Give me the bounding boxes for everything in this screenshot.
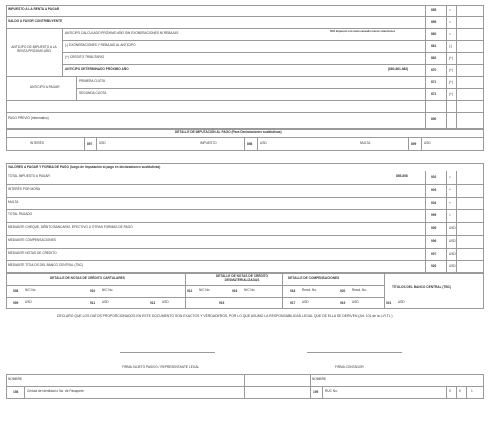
row3-code: 860: [431, 32, 437, 36]
notas-col3-title: DETALLE DE COMPENSACIONES: [288, 276, 340, 280]
row7-sign: (+): [449, 80, 453, 84]
row4-sign: (-): [449, 44, 453, 48]
notas-r1-label: N/C No.: [25, 288, 37, 292]
valores-row-label: INTERÉS POR MORA: [8, 186, 41, 191]
anticipo-group-label: ANTICIPO DE IMPUESTO A LA RENTA PRÓXIMO AÑO: [11, 45, 57, 53]
multa-unit: USD: [424, 141, 431, 145]
valores-section: [6, 163, 484, 273]
impuesto-unit: USD: [260, 141, 267, 145]
row6-label: ANTICIPO DETERMINADO PRÓXIMO AÑO: [65, 67, 129, 71]
notas-r2-label: USD: [352, 300, 359, 304]
valores-row-label: TOTAL PAGADO: [8, 212, 33, 217]
impuesto-label: IMPUESTO: [200, 141, 217, 145]
valores-row-label: MEDIANTE CHEQUE, DÉBITO BANCARIO, EFECTIVO U OTRAS FORMAS DE PAGO: [8, 225, 133, 229]
multa-label: MULTA: [360, 141, 371, 145]
valores-row-code: 906: [431, 238, 437, 243]
row5-label: (+) CREDITO TRIBUTARIO: [65, 55, 105, 59]
valores-row-code: 999: [431, 213, 437, 218]
notas-r1-label: N/C No.: [244, 288, 256, 292]
imputacion-title: DETALLE DE IMPUTACIÓN AL PAGO (Para Declaraciones sustitutivas): [175, 130, 282, 134]
foot1-code: 198: [13, 390, 19, 394]
valores-row-label: MEDIANTE NOTAS DE CRÉDITO: [8, 250, 57, 255]
row1-sign: =: [449, 8, 451, 12]
row6-sign: (+): [449, 68, 453, 72]
valores-row-sign: USD: [449, 251, 456, 256]
valores-row-label: MEDIANTE COMPENSACIONES: [8, 237, 56, 242]
valores-row-sign: USD: [449, 264, 456, 269]
notas-col1-title: DETALLE DE NOTAS DE CRÉDITO CARTULARES: [50, 276, 125, 280]
valores-row-code: 907: [431, 251, 437, 256]
pago-previo-label: PAGO PREVIO (Informativo): [8, 116, 49, 120]
notas-r2-code: 917: [290, 301, 296, 305]
nombre1-label: NOMBRE: [8, 377, 22, 381]
interes-label: INTERÉS: [30, 141, 44, 145]
row4-code: 861: [431, 44, 437, 48]
row3-sign: =: [449, 32, 451, 36]
row5-code: 862: [431, 56, 437, 60]
firma-sujeto: FIRMA SUJETO PASIVO / REPRESENTANTE LEGAL: [122, 365, 200, 369]
valores-row-code: 926: [431, 264, 437, 269]
valores-row-sign: =: [449, 175, 451, 179]
impuesto-code: 898: [247, 142, 253, 146]
valores-row-formula: 855-898: [396, 174, 408, 178]
valores-row-label: MEDIANTE TÍTULOS DEL BANCO CENTRAL (TBC): [8, 263, 83, 268]
multa-code: 899: [411, 142, 417, 146]
valores-row-code: 903: [431, 187, 437, 192]
notas-r2-code: 919: [340, 301, 346, 305]
row8-code: 872: [431, 92, 437, 96]
notas-r2-label: USD: [302, 300, 309, 304]
foot2-suffix1: 0: [449, 389, 451, 393]
valores-row-sign: USD: [449, 226, 456, 230]
nombre2-label: NOMBRE: [312, 377, 326, 381]
row2-code: 859: [431, 20, 437, 24]
row1-code: 855: [431, 8, 437, 12]
row5-sign: (+): [449, 56, 453, 60]
interes-unit: USD: [99, 141, 106, 145]
valores-row-sign: +: [449, 200, 451, 205]
valores-row-sign: =: [449, 213, 451, 218]
valores-row-sign: USD: [449, 238, 456, 243]
foot2-suffix3: 1: [471, 389, 473, 393]
row4-label: (-) EXONERACIONES Y REBAJAS AL ANTICIPO: [65, 43, 136, 47]
row2-label: SALDO A FAVOR CONTRIBUYENTE: [8, 19, 63, 23]
foot2-code: 199: [313, 390, 319, 394]
firma-contador: FIRMA CONTADOR: [335, 365, 364, 369]
row8-sign: (+): [449, 92, 453, 96]
foot1-label: Cédula de Identidad o No. de Pasaporte: [27, 389, 84, 393]
valores-title: VALORES A PAGAR Y FORMA DE PAGO (luego de imputación al pago en declaraciones sustitutivas): [8, 165, 161, 169]
declaro-text: DECLARO QUE LOS DATOS PROPORCIONADOS EN ESTE DOCUMENTO SON EXACTOS Y VERDADEROS, POR LO QUE ASUMO LA RESPONSABILIDAD LEGAL QUE DE ELLA SE DERIVEN (Art. 101 de la L.R.T.I.): [57, 314, 393, 318]
notas-r2-code: 911: [90, 301, 96, 305]
notas-r2-label: USD: [102, 300, 109, 304]
notas-r1-code: 916: [232, 289, 238, 293]
notas-r2-label: USD: [398, 300, 405, 304]
notas-r1-code: 908: [13, 289, 19, 293]
row6-formula: (860-861-862): [388, 67, 409, 71]
notas-r2-code: 921: [386, 301, 392, 305]
notas-r1-code: 910: [90, 289, 96, 293]
row7-label: PRIMERA CUOTA: [79, 79, 106, 83]
notas-r2-code: 915: [219, 301, 225, 305]
notas-r2-code: 913: [150, 301, 156, 305]
row8-label: SEGUNDA CUOTA: [79, 91, 107, 95]
notas-r1-label: N/C No.: [199, 288, 211, 292]
notas-r2-code: 909: [13, 301, 19, 305]
valores-row-sign: +: [449, 187, 451, 192]
row3-label: ANTICIPO CALCULADO PRÓXIMO AÑO SIN EXONERACIONES NI REBAJAS: [65, 31, 179, 35]
valores-row-code: 904: [431, 200, 437, 205]
row3-note: 50% Impuesto a la renta causado menos retenciones: [330, 30, 396, 33]
row1-label: IMPUESTO A LA RENTA A PAGAR: [8, 7, 60, 11]
notas-col2-title: DETALLE DE NOTAS DE CRÉDITO DESMATERIALIZADAS: [215, 274, 269, 283]
valores-row-code: 902: [431, 175, 437, 179]
row6-code: 870: [431, 68, 437, 72]
row2-sign: =: [449, 20, 451, 24]
notas-r1-code: 912: [187, 289, 193, 293]
anticipo-pagar-label: ANTICIPO A PAGAR: [30, 85, 60, 89]
foot2-suffix2: 0: [459, 389, 461, 393]
notas-r2-label: USD: [25, 300, 32, 304]
valores-row-label: MULTA: [8, 199, 19, 204]
interes-code: 897: [87, 142, 93, 146]
notas-r1-label: Resol. No.: [302, 288, 317, 292]
notas-r1-label: Resol. No.: [352, 288, 367, 292]
notas-col4-title: TÍTULOS DEL BANCO CENTRAL (TBC): [392, 285, 452, 289]
notas-r1-code: 918: [290, 289, 296, 293]
valores-row-label: TOTAL IMPUESTO A PAGAR: [8, 174, 50, 178]
notas-r1-code: 920: [340, 289, 346, 293]
valores-row-code: 905: [431, 226, 437, 230]
row7-code: 871: [431, 80, 437, 84]
notas-r2-label: USD: [162, 300, 169, 304]
notas-r1-label: N/C No.: [102, 288, 114, 292]
foot2-label: RUC No.: [325, 389, 338, 393]
pago-previo-code: 890: [431, 117, 437, 121]
